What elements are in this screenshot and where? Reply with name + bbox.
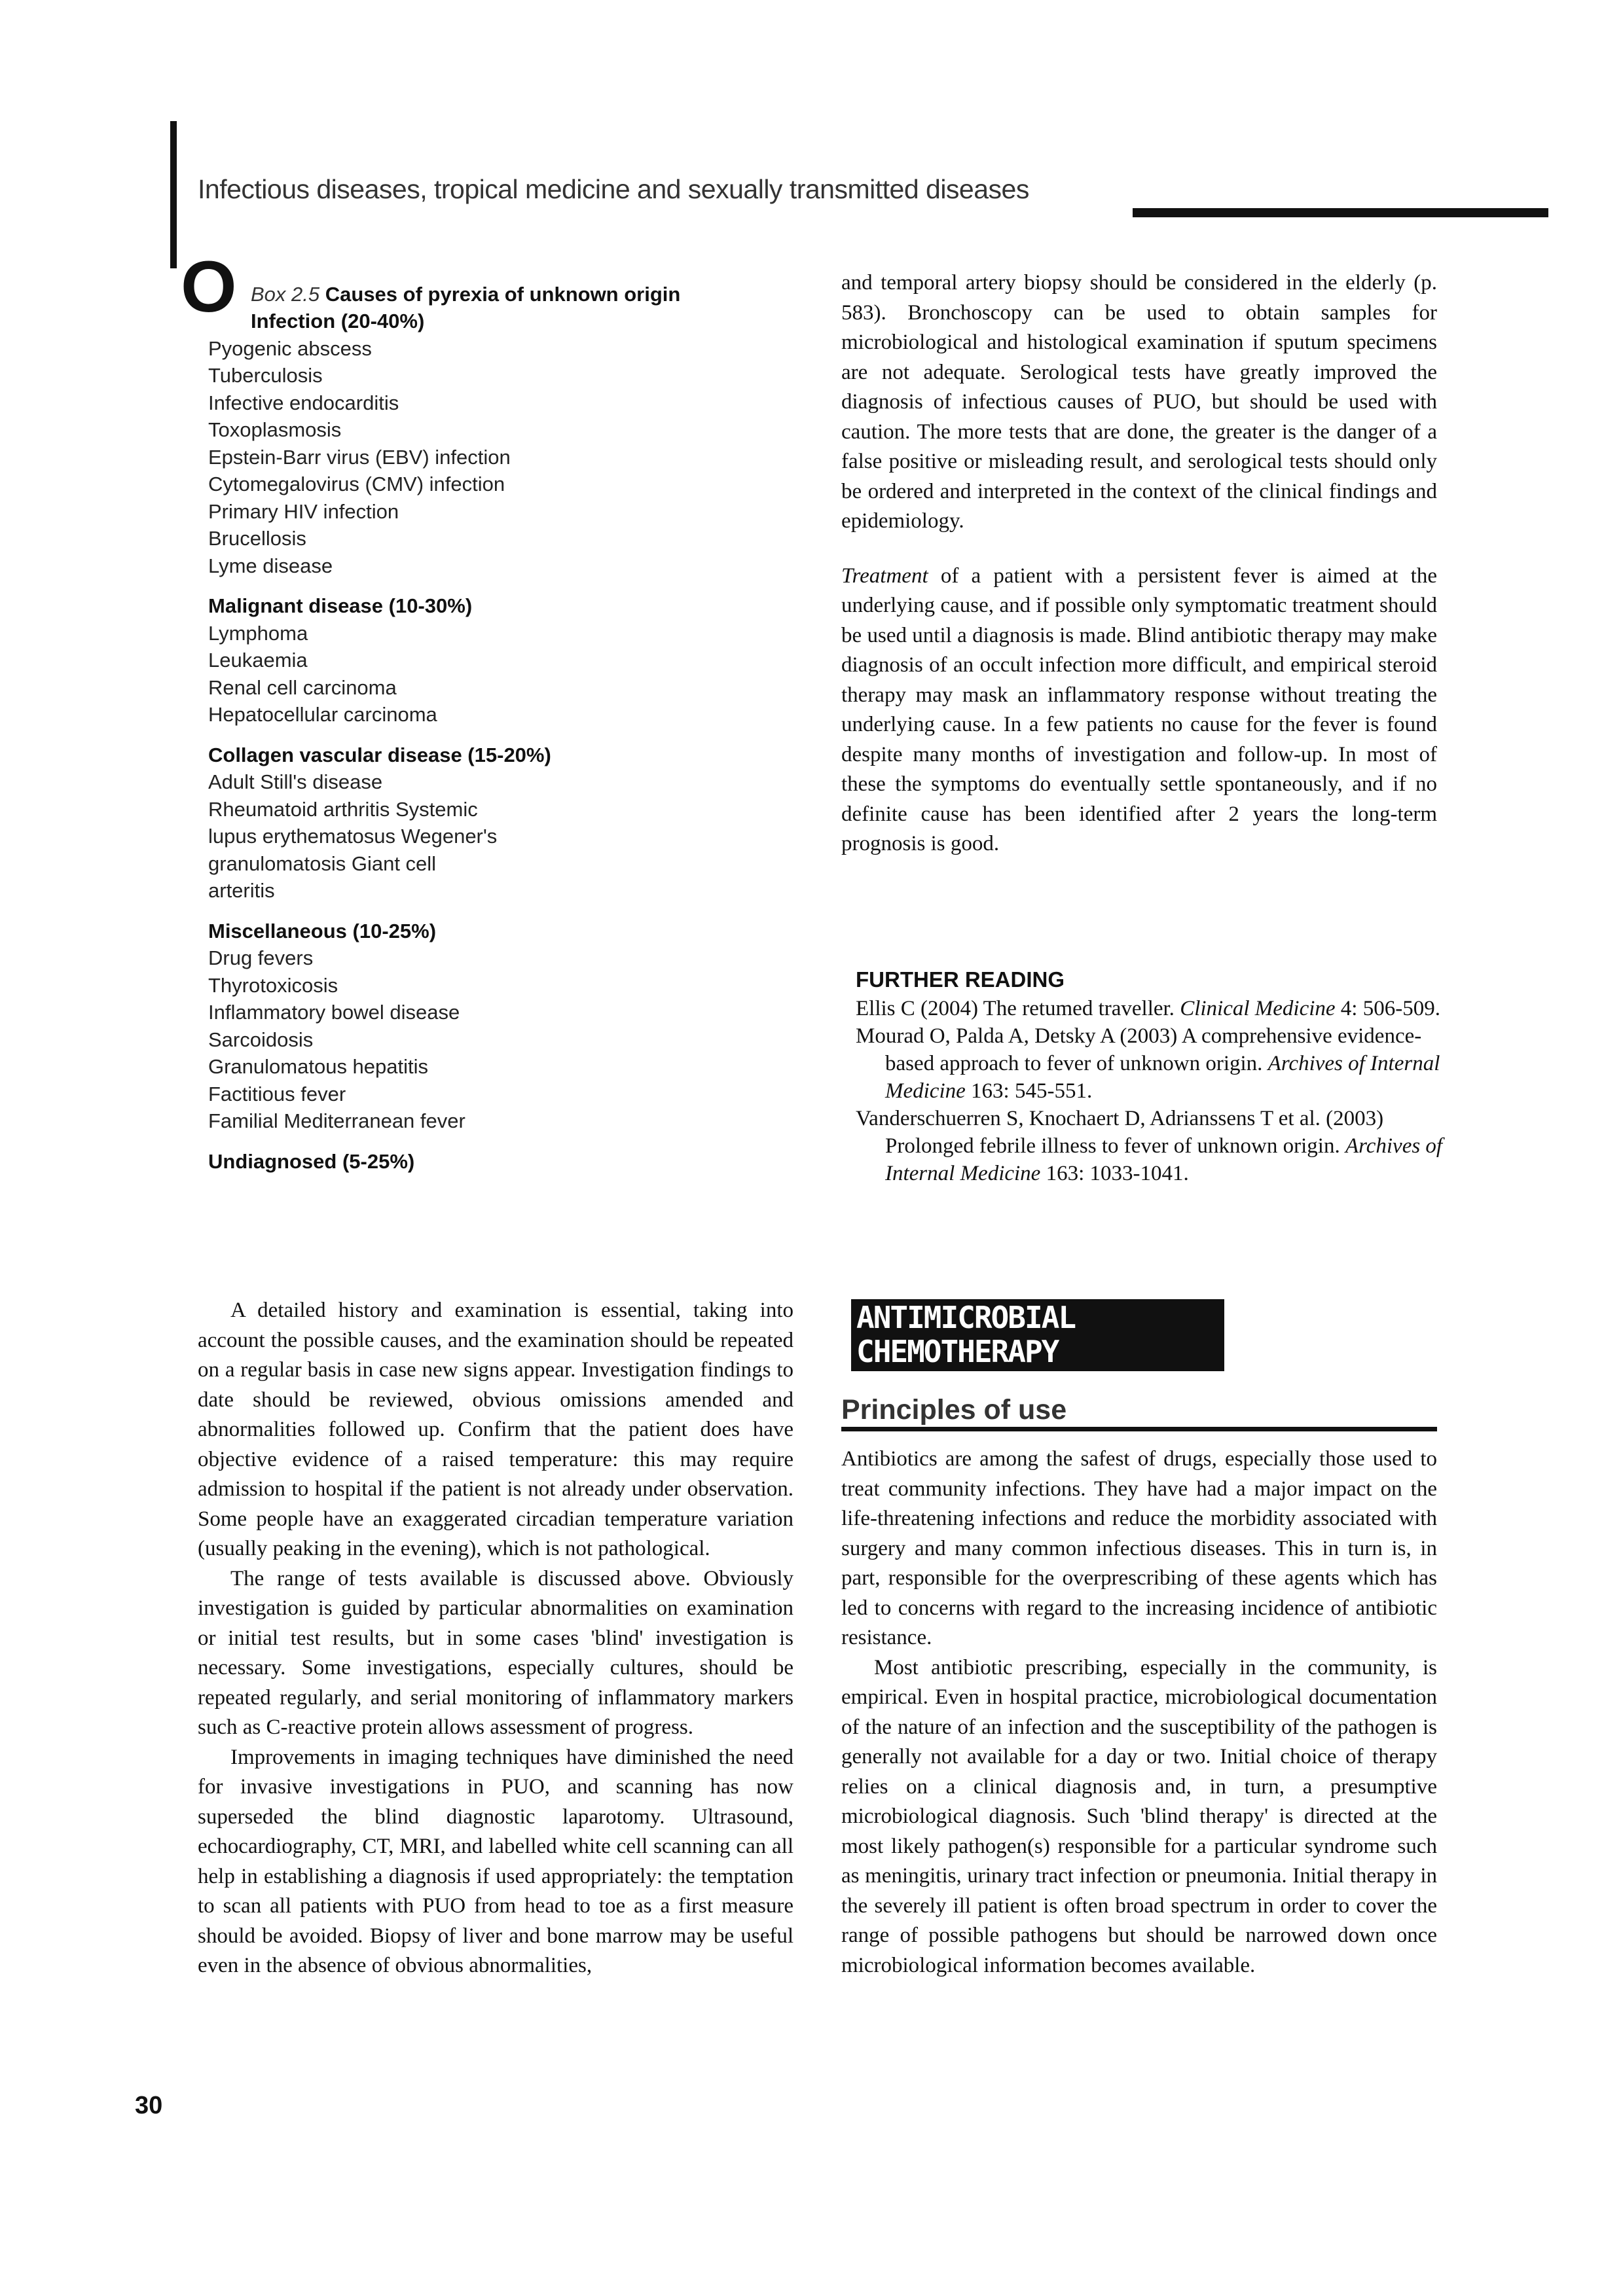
box-category-heading: Malignant disease (10-30%) [208, 594, 473, 617]
box-category-heading: Undiagnosed (5-25%) [208, 1149, 415, 1173]
box-item: Primary HIV infection [208, 499, 399, 523]
paragraph: A detailed history and examination is essential, taking into account the possible causes, and the examination should be repeated on a regular basis in case new signs appear. Investigation findings to date should be reviewed, obvious omissions amended and abnormalities followed up. Confirm that the patient does have objective evidence of a raised temperature: this may require admission to hospital if the patient is not already under observation. Some people have an exaggerated circadian temperature variation (usually peaking in the evening), which is not pathological. [198, 1299, 793, 1560]
box-item: Hepatocellular carcinoma [208, 703, 437, 726]
box-item: Leukaemia [208, 649, 308, 672]
right-top-text [841, 268, 1437, 859]
box-content [208, 308, 797, 1175]
box-item: Cytomegalovirus (CMV) infection [208, 473, 505, 495]
header-vertical-bar [170, 121, 177, 268]
box-item: Renal cell carcinoma [208, 675, 397, 699]
box-item: Sarcoidosis [208, 1028, 314, 1051]
paragraph: and temporal artery biopsy should be considered in the elderly (p. 583). Bronchoscopy can be used to obtain samples for microbiological and histological examination if sputum specimens are not adequate. Serological tests have greatly improved the diagnosis of infectious causes of PUO, but should be used with caution. The more tests that are done, the greater is the danger of a false positive or misleading result, and serological tests should only be ordered and interpreted in the context of the clinical findings and epidemiology. [841, 271, 1437, 533]
box-category-heading: Miscellaneous (10-25%) [208, 919, 437, 942]
box-category-heading: Infection (20-40%) [251, 310, 425, 332]
box-item: Toxoplasmosis [208, 418, 342, 441]
further-reading-list [856, 995, 1445, 1187]
reference: Mourad O, Palda A, Detsky A (2003) A comprehensive evidence-based approach to fever of unknown origin. Archives of Internal Medicine 163: 545-551. [856, 1024, 1440, 1103]
box-item: Infective endocarditis [208, 391, 399, 414]
box-item: Brucellosis [208, 527, 306, 550]
header-rule [1133, 208, 1548, 217]
section-heading-line: CHEMOTHERAPY [856, 1334, 1059, 1369]
box-item: Epstein-Barr virus (EBV) infection [208, 445, 511, 469]
section-heading [851, 1299, 1224, 1371]
paragraph-italic-lead: Treatment [841, 564, 928, 588]
box-item: Lymphoma [208, 621, 308, 645]
box-item: Thyrotoxicosis [208, 973, 338, 997]
further-reading-heading: FURTHER READING [856, 967, 1065, 992]
right-bottom-text [841, 1444, 1437, 1981]
reference: Ellis C (2004) The retumed traveller. Clinical Medicine 4: 506-509. [856, 997, 1440, 1020]
box-category-heading: Collagen vascular disease (15-20%) [208, 743, 551, 766]
running-header-title: Infectious diseases, tropical medicine and sexually transmitted diseases [198, 174, 1029, 204]
subheading: Principles of use [841, 1394, 1067, 1426]
box-item: arteritis [208, 879, 275, 902]
paragraph [841, 562, 1437, 859]
box-item: Granulomatous hepatitis [208, 1055, 429, 1078]
paragraph-body: of a patient with a persistent fever is aimed at the underlying cause, and if possible only symptomatic treatment should be used until a diagnosis is made. Blind antibiotic therapy may make diagnosis of an occult infection more difficult, and empirical steroid therapy may mask an inflammatory response without treating the underlying cause. In a few patients no cause for the fever is found despite many months of investigation and follow-up. In most of these the symptoms do eventually settle spontaneously, and if no definite cause has been identified after 2 years the long-term prognosis is good. [841, 564, 1437, 855]
box-dropcap: O [181, 247, 237, 327]
box-item: Lyme disease [208, 554, 333, 577]
box-title [251, 283, 680, 306]
box-item: granulomatosis Giant cell [208, 852, 437, 875]
paragraph: The range of tests available is discussed above. Obviously investigation is guided by particular abnormalities on examination or initial test results, but in some cases 'blind' investigation is necessary. Some investigations, especially cultures, should be repeated regularly, and serial monitoring of inflammatory markers such as C-reactive protein allows assessment of progress. [198, 1566, 793, 1739]
box-item: Factitious fever [208, 1082, 346, 1105]
box-item: Rheumatoid arthritis Systemic [208, 797, 478, 821]
paragraph: Antibiotics are among the safest of drugs, especially those used to treat community infections. They have had a major impact on the life-threatening infections and reduce the morbidity associated with surgery and many common infectious diseases. This in turn is, in part, responsible for the overprescribing of these agents which has led to concerns with regard to the increasing incidence of antibiotic resistance. [841, 1447, 1437, 1649]
box-title-text: Causes of pyrexia of unknown origin [325, 283, 681, 306]
box-item: Pyogenic abscess [208, 336, 372, 360]
box-item: lupus erythematosus Wegener's [208, 825, 498, 848]
box-item: Inflammatory bowel disease [208, 1001, 460, 1024]
section-heading-line: ANTIMICROBIAL [856, 1300, 1076, 1335]
subheading-rule [841, 1427, 1437, 1431]
page-number: 30 [135, 2092, 163, 2119]
box-number: Box 2.5 [251, 283, 320, 306]
paragraph: Improvements in imaging techniques have diminished the need for invasive investigations in PUO, and scanning has now superseded the blind diagnostic laparotomy. Ultrasound, echocardiography, CT, MRI, and labelled white cell scanning can all help in establishing a diagnosis if used appropriately: the temptation to scan all patients with PUO from head to toe as a first measure should be avoided. Biopsy of liver and bone marrow may be useful even in the absence of obvious abnormalities, [198, 1745, 793, 1977]
box-item: Adult Still's disease [208, 770, 383, 793]
reference: Vanderschuerren S, Knochaert D, Adrianssens T et al. (2003) Prolonged febrile illness to fever of unknown origin. Archives of Internal Medicine 163: 1033-1041. [856, 1107, 1443, 1185]
box-item: Familial Mediterranean fever [208, 1109, 465, 1132]
box-item: Drug fevers [208, 946, 314, 969]
box-item: Tuberculosis [208, 364, 323, 387]
paragraph: Most antibiotic prescribing, especially in the community, is empirical. Even in hospital practice, microbiological documentation of the nature of an infection and the susceptibility of the pathogen is generally not available for a day or two. Initial choice of therapy relies on a clinical diagnosis and, in turn, a presumptive microbiological diagnosis. Such 'blind therapy' is directed at the most likely pathogen(s) responsible for a particular syndrome such as meningitis, urinary tract infection or pneumonia. Initial therapy in the severely ill patient is often broad spectrum in order to cover the range of possible pathogens but should be narrowed down once microbiological information becomes available. [841, 1655, 1437, 1977]
left-bottom-text [198, 1296, 793, 1981]
